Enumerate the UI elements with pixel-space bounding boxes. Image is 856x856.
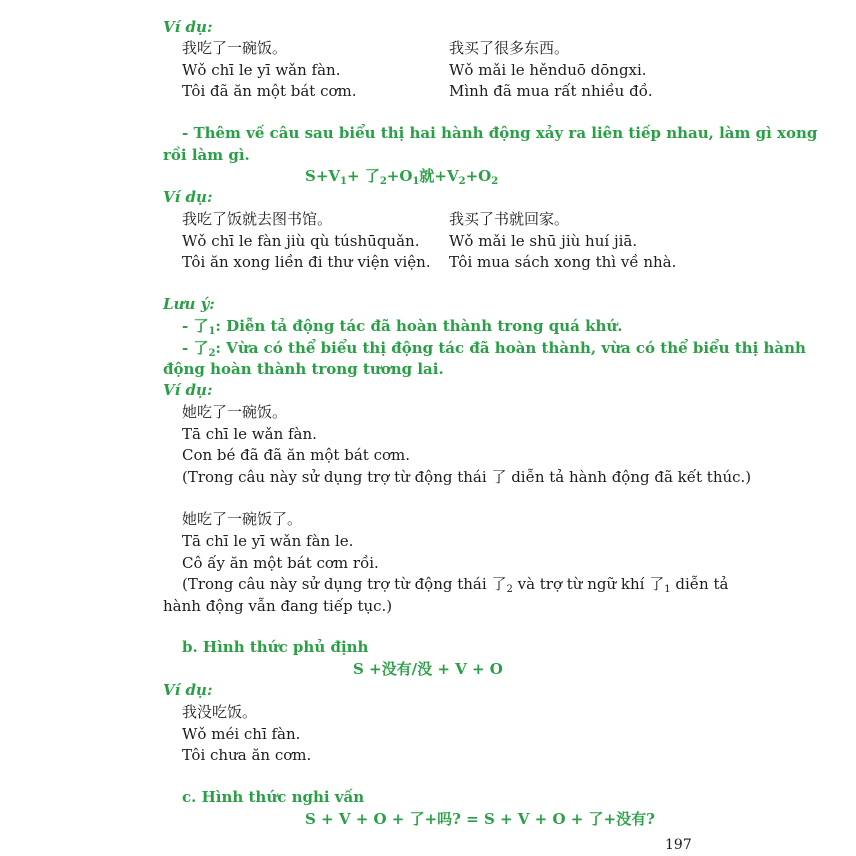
hanzi-text: 我没吃饭。 (182, 703, 258, 721)
explanation-text: hành động vẫn đang tiếp tục.) (163, 597, 393, 615)
translation-text: Cô ấy ăn một bát cơm rồi. (182, 554, 379, 572)
rule-text: - Thêm vế câu sau biểu thị hai hành động xảy ra liên tiếp nhau, làm gì xong (182, 124, 818, 142)
section-heading: b. Hình thức phủ định (182, 638, 369, 656)
sentence-formula: S + V + O + 了+吗? = S + V + O + 了+没有? (305, 810, 655, 828)
hanzi-text: 她吃了一碗饭了。 (182, 510, 303, 528)
note-item: - 了$_1$: Diễn tả động tác đã hoàn thành trong quá khứ. (182, 317, 623, 337)
explanation-text: (Trong câu này sử dụng trợ từ động thái 了$_2$ và trợ từ ngữ khí 了$_1$ diễn tả (182, 575, 729, 595)
hanzi-text: 她吃了一碗饭。 (182, 403, 288, 421)
pinyin-text: Tā chī le wǎn fàn. (182, 425, 317, 443)
section-heading: c. Hình thức nghi vấn (182, 788, 365, 806)
translation-text: Tôi chưa ăn cơm. (182, 746, 312, 764)
rule-text: rồi làm gì. (163, 146, 250, 164)
example-label: Ví dụ: (163, 381, 213, 399)
page-number: 197 (665, 837, 692, 853)
pinyin-text: Wǒ méi chī fàn. (182, 725, 301, 743)
pinyin-text: Wǒ mǎi le shū jiù huí jiā. (449, 232, 638, 250)
example-label: Ví dụ: (163, 681, 213, 699)
translation-text: Con bé đã đã ăn một bát cơm. (182, 446, 410, 464)
pinyin-text: Tā chī le yī wǎn fàn le. (182, 532, 354, 550)
note-item: động hoàn thành trong tương lai. (163, 360, 444, 378)
translation-text: Tôi mua sách xong thì về nhà. (449, 253, 677, 271)
hanzi-text: 我买了很多东西。 (449, 39, 570, 57)
hanzi-text: 我吃了饭就去图书馆。 (182, 210, 333, 228)
hanzi-text: 我买了书就回家。 (449, 210, 570, 228)
example-label: Ví dụ: (163, 188, 213, 206)
sentence-formula: $S+V_1+$ 了$_2+O_1$就$+V_2+O_2$ (305, 167, 499, 187)
translation-text: Tôi ăn xong liền đi thư viện viện. (182, 253, 431, 271)
pinyin-text: Wǒ chī le yī wǎn fàn. (182, 61, 341, 79)
example-label: Ví dụ: (163, 18, 213, 36)
pinyin-text: Wǒ chī le fàn jiù qù túshūquǎn. (182, 232, 420, 250)
translation-text: Tôi đã ăn một bát cơm. (182, 82, 357, 100)
note-label: Lưu ý: (163, 295, 215, 313)
translation-text: Mình đã mua rất nhiều đồ. (449, 82, 653, 100)
note-item: - 了$_2$: Vừa có thể biểu thị động tác đã hoàn thành, vừa có thể biểu thị hành (182, 339, 806, 359)
sentence-formula: S +没有/没 + V + O (353, 660, 503, 678)
explanation-text: (Trong câu này sử dụng trợ từ động thái 了 diễn tả hành động đã kết thúc.) (182, 468, 752, 486)
pinyin-text: Wǒ mǎi le hěnduō dōngxi. (449, 61, 647, 79)
hanzi-text: 我吃了一碗饭。 (182, 39, 288, 57)
